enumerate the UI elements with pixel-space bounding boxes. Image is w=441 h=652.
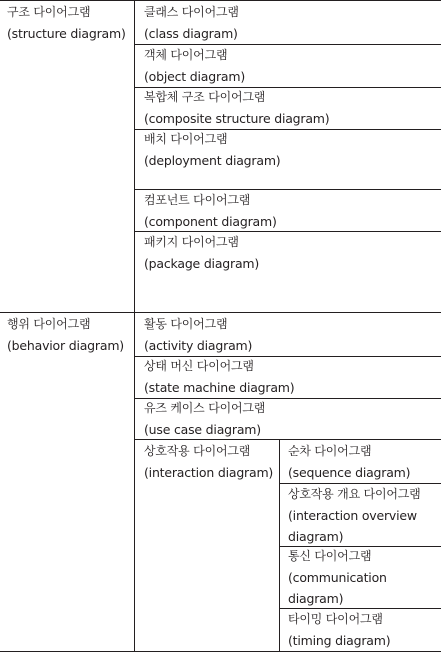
group-label-kr: 행위 다이어그램 [7,317,91,331]
sub-column-divider [279,439,280,652]
item-component-diagram [144,190,277,232]
subitem-communication-diagram [288,546,387,609]
item-kr: 객체 다이어그램 [144,48,228,62]
subitem-en: (timing diagram) [288,633,391,648]
subitem-kr: 상호작용 개요 다이어그램 [288,487,421,501]
group-label-structure [7,2,126,44]
subitem-en: (sequence diagram) [288,465,411,480]
table-border-top [0,0,441,1]
item-use-case-diagram [144,398,265,440]
group-label-kr: 구조 다이어그램 [7,5,91,19]
item-interaction-diagram [144,441,273,483]
item-composite-structure-diagram [144,87,329,129]
item-kr: 상호작용 다이어그램 [144,444,251,458]
item-activity-diagram [144,314,252,356]
group-label-en: (behavior diagram) [7,338,124,353]
item-kr: 상태 머신 다이어그램 [144,359,254,373]
item-kr: 활동 다이어그램 [144,317,228,331]
group-divider [0,312,441,313]
item-deployment-diagram [144,129,280,171]
item-en: (interaction diagram) [144,465,274,480]
column-divider [134,0,135,652]
subitem-en-line2: diagram) [288,529,344,544]
group-label-en: (structure diagram) [7,26,126,41]
item-en: (deployment diagram) [144,153,281,168]
item-kr: 배치 다이어그램 [144,132,228,146]
group-label-behavior [7,314,124,356]
subitem-kr: 통신 다이어그램 [288,549,372,563]
item-kr: 클래스 다이어그램 [144,5,239,19]
item-en: (package diagram) [144,256,260,271]
item-object-diagram [144,45,245,87]
item-package-diagram [144,232,259,274]
item-en: (class diagram) [144,26,238,41]
item-kr: 컴포넌트 다이어그램 [144,193,251,207]
item-kr: 복합체 구조 다이어그램 [144,90,266,104]
item-en: (object diagram) [144,69,246,84]
item-kr: 패키지 다이어그램 [144,235,239,249]
item-state-machine-diagram [144,356,294,398]
item-class-diagram [144,2,239,44]
subitem-timing-diagram [288,609,390,651]
item-en: (component diagram) [144,214,277,229]
subitem-sequence-diagram [288,441,410,483]
item-en: (activity diagram) [144,338,253,353]
subitem-interaction-overview-diagram [288,484,421,547]
subitem-en-line1: (communication [288,570,387,585]
subitem-kr: 순차 다이어그램 [288,444,372,458]
item-en: (composite structure diagram) [144,111,330,126]
subitem-en-line2: diagram) [288,591,344,606]
subitem-en-line1: (interaction overview [288,508,417,523]
item-en: (state machine diagram) [144,380,295,395]
item-en: (use case diagram) [144,422,261,437]
item-kr: 유즈 케이스 다이어그램 [144,401,266,415]
subitem-kr: 타이밍 다이어그램 [288,612,383,626]
